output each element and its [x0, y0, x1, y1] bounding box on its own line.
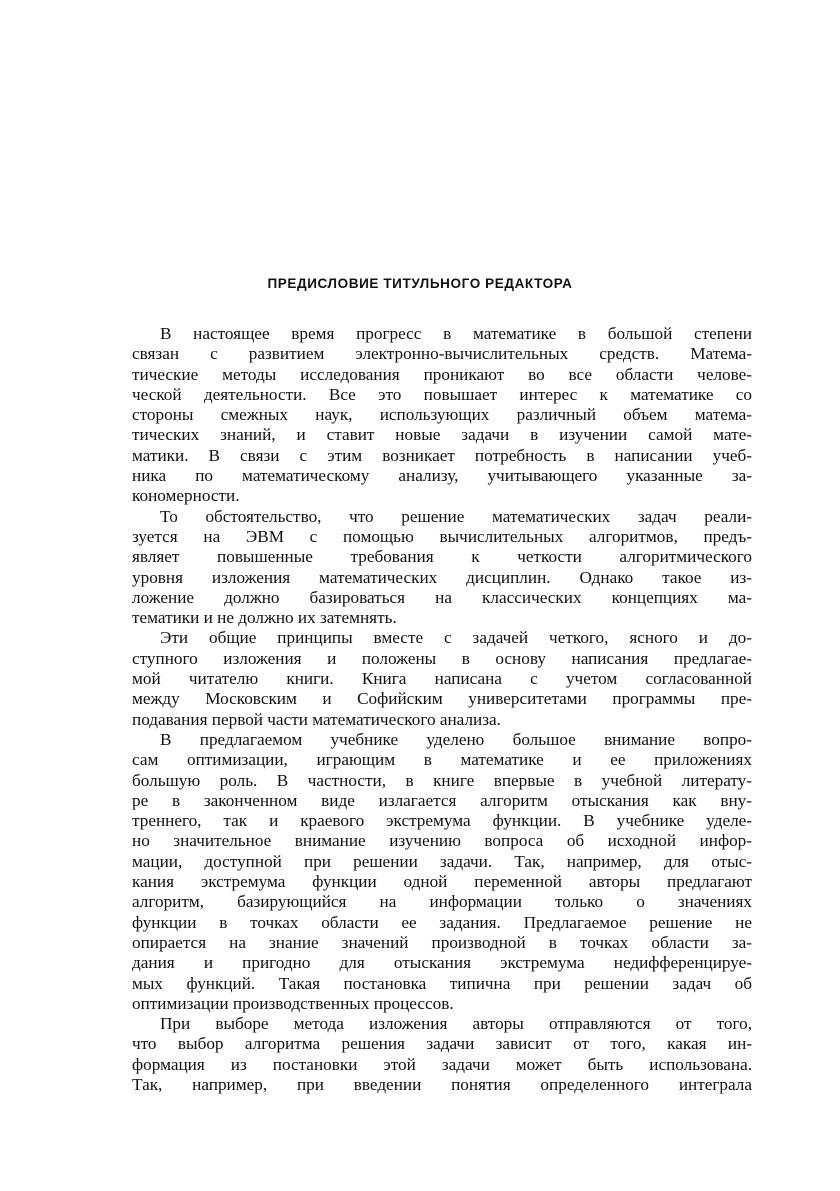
text-line: ника по математическому анализу, учитывающего указанные за-	[132, 466, 752, 486]
text-line: То обстоятельство, что решение математических задач реали-	[160, 506, 752, 526]
text-line: связан с развитием электронно-вычислительных средств. Матема-	[132, 344, 752, 364]
text-line: формация из постановки этой задачи может быть использована.	[132, 1054, 752, 1074]
text-line: Так, например, при введении понятия определенного интеграла	[132, 1074, 752, 1094]
text-line: ступного изложения и положены в основу написания предлагае-	[132, 648, 752, 668]
text-line: треннего, так и краевого экстремума функции. В учебнике уделе-	[132, 811, 752, 831]
text-line: мых функций. Такая постановка типична при решении задач об	[132, 973, 752, 993]
text-line: ре в законченном виде излагается алгоритм отыскания как вну-	[132, 790, 752, 810]
page-title: ПРЕДИСЛОВИЕ ТИТУЛЬНОГО РЕДАКТОРА	[267, 276, 573, 291]
text-line: большую роль. В частности, в книге впервые в учебной литерату-	[132, 770, 752, 790]
preface-text	[132, 324, 752, 1095]
text-line: оптимизации производственных процессов.	[132, 993, 454, 1013]
text-line: но значительное внимание изучению вопроса об исходной инфор-	[132, 831, 752, 851]
text-line: ложение должно базироваться на классических концепциях ма-	[132, 587, 752, 607]
text-line: кания экстремума функции одной переменной авторы предлагают	[132, 872, 752, 892]
text-line: кономерности.	[132, 486, 240, 506]
text-line: тических знаний, и ставит новые задачи в изучении самой мате-	[132, 425, 752, 445]
text-line: тические методы исследования проникают во все области челове-	[132, 364, 752, 384]
text-line: являет повышенные требования к четкости алгоритмического	[132, 547, 752, 567]
text-line: мой читателю книги. Книга написана с учетом согласованной	[132, 669, 752, 689]
text-line: алгоритм, базирующийся на информации только о значениях	[132, 892, 752, 912]
text-line: функции в точках области ее задания. Предлагаемое решение не	[132, 912, 752, 932]
text-line: мации, доступной при решении задачи. Так, например, для отыс-	[132, 851, 752, 871]
text-line: В предлагаемом учебнике уделено большое внимание вопро-	[160, 729, 752, 749]
text-line: между Московским и Софийским университетами программы пре-	[132, 689, 752, 709]
text-line: матики. В связи с этим возникает потребность в написании учеб-	[132, 445, 752, 465]
text-line: опирается на знание значений производной в точках области за-	[132, 932, 752, 952]
text-line: уровня изложения математических дисциплин. Однако такое из-	[132, 567, 752, 587]
text-line: стороны смежных наук, использующих различный объем матема-	[132, 405, 752, 425]
text-line: зуется на ЭВМ с помощью вычислительных алгоритмов, предъ-	[132, 526, 752, 546]
text-line: При выборе метода изложения авторы отправляются от того,	[160, 1014, 752, 1034]
text-line: дания и пригодно для отыскания экстремума недифференцируе-	[132, 953, 752, 973]
text-line: сам оптимизации, играющим в математике и ее приложениях	[132, 750, 752, 770]
text-line: В настоящее время прогресс в математике в большой степени	[160, 324, 752, 343]
text-line: ческой деятельности. Все это повышает интерес к математике со	[132, 384, 752, 404]
text-line: Эти общие принципы вместе с задачей четкого, ясного и до-	[160, 628, 752, 648]
text-line: тематики и не должно их затемнять.	[132, 608, 397, 628]
text-line: что выбор алгоритма решения задачи зависит от того, какая ин-	[132, 1034, 752, 1054]
text-line: подавания первой части математического анализа.	[132, 709, 501, 729]
